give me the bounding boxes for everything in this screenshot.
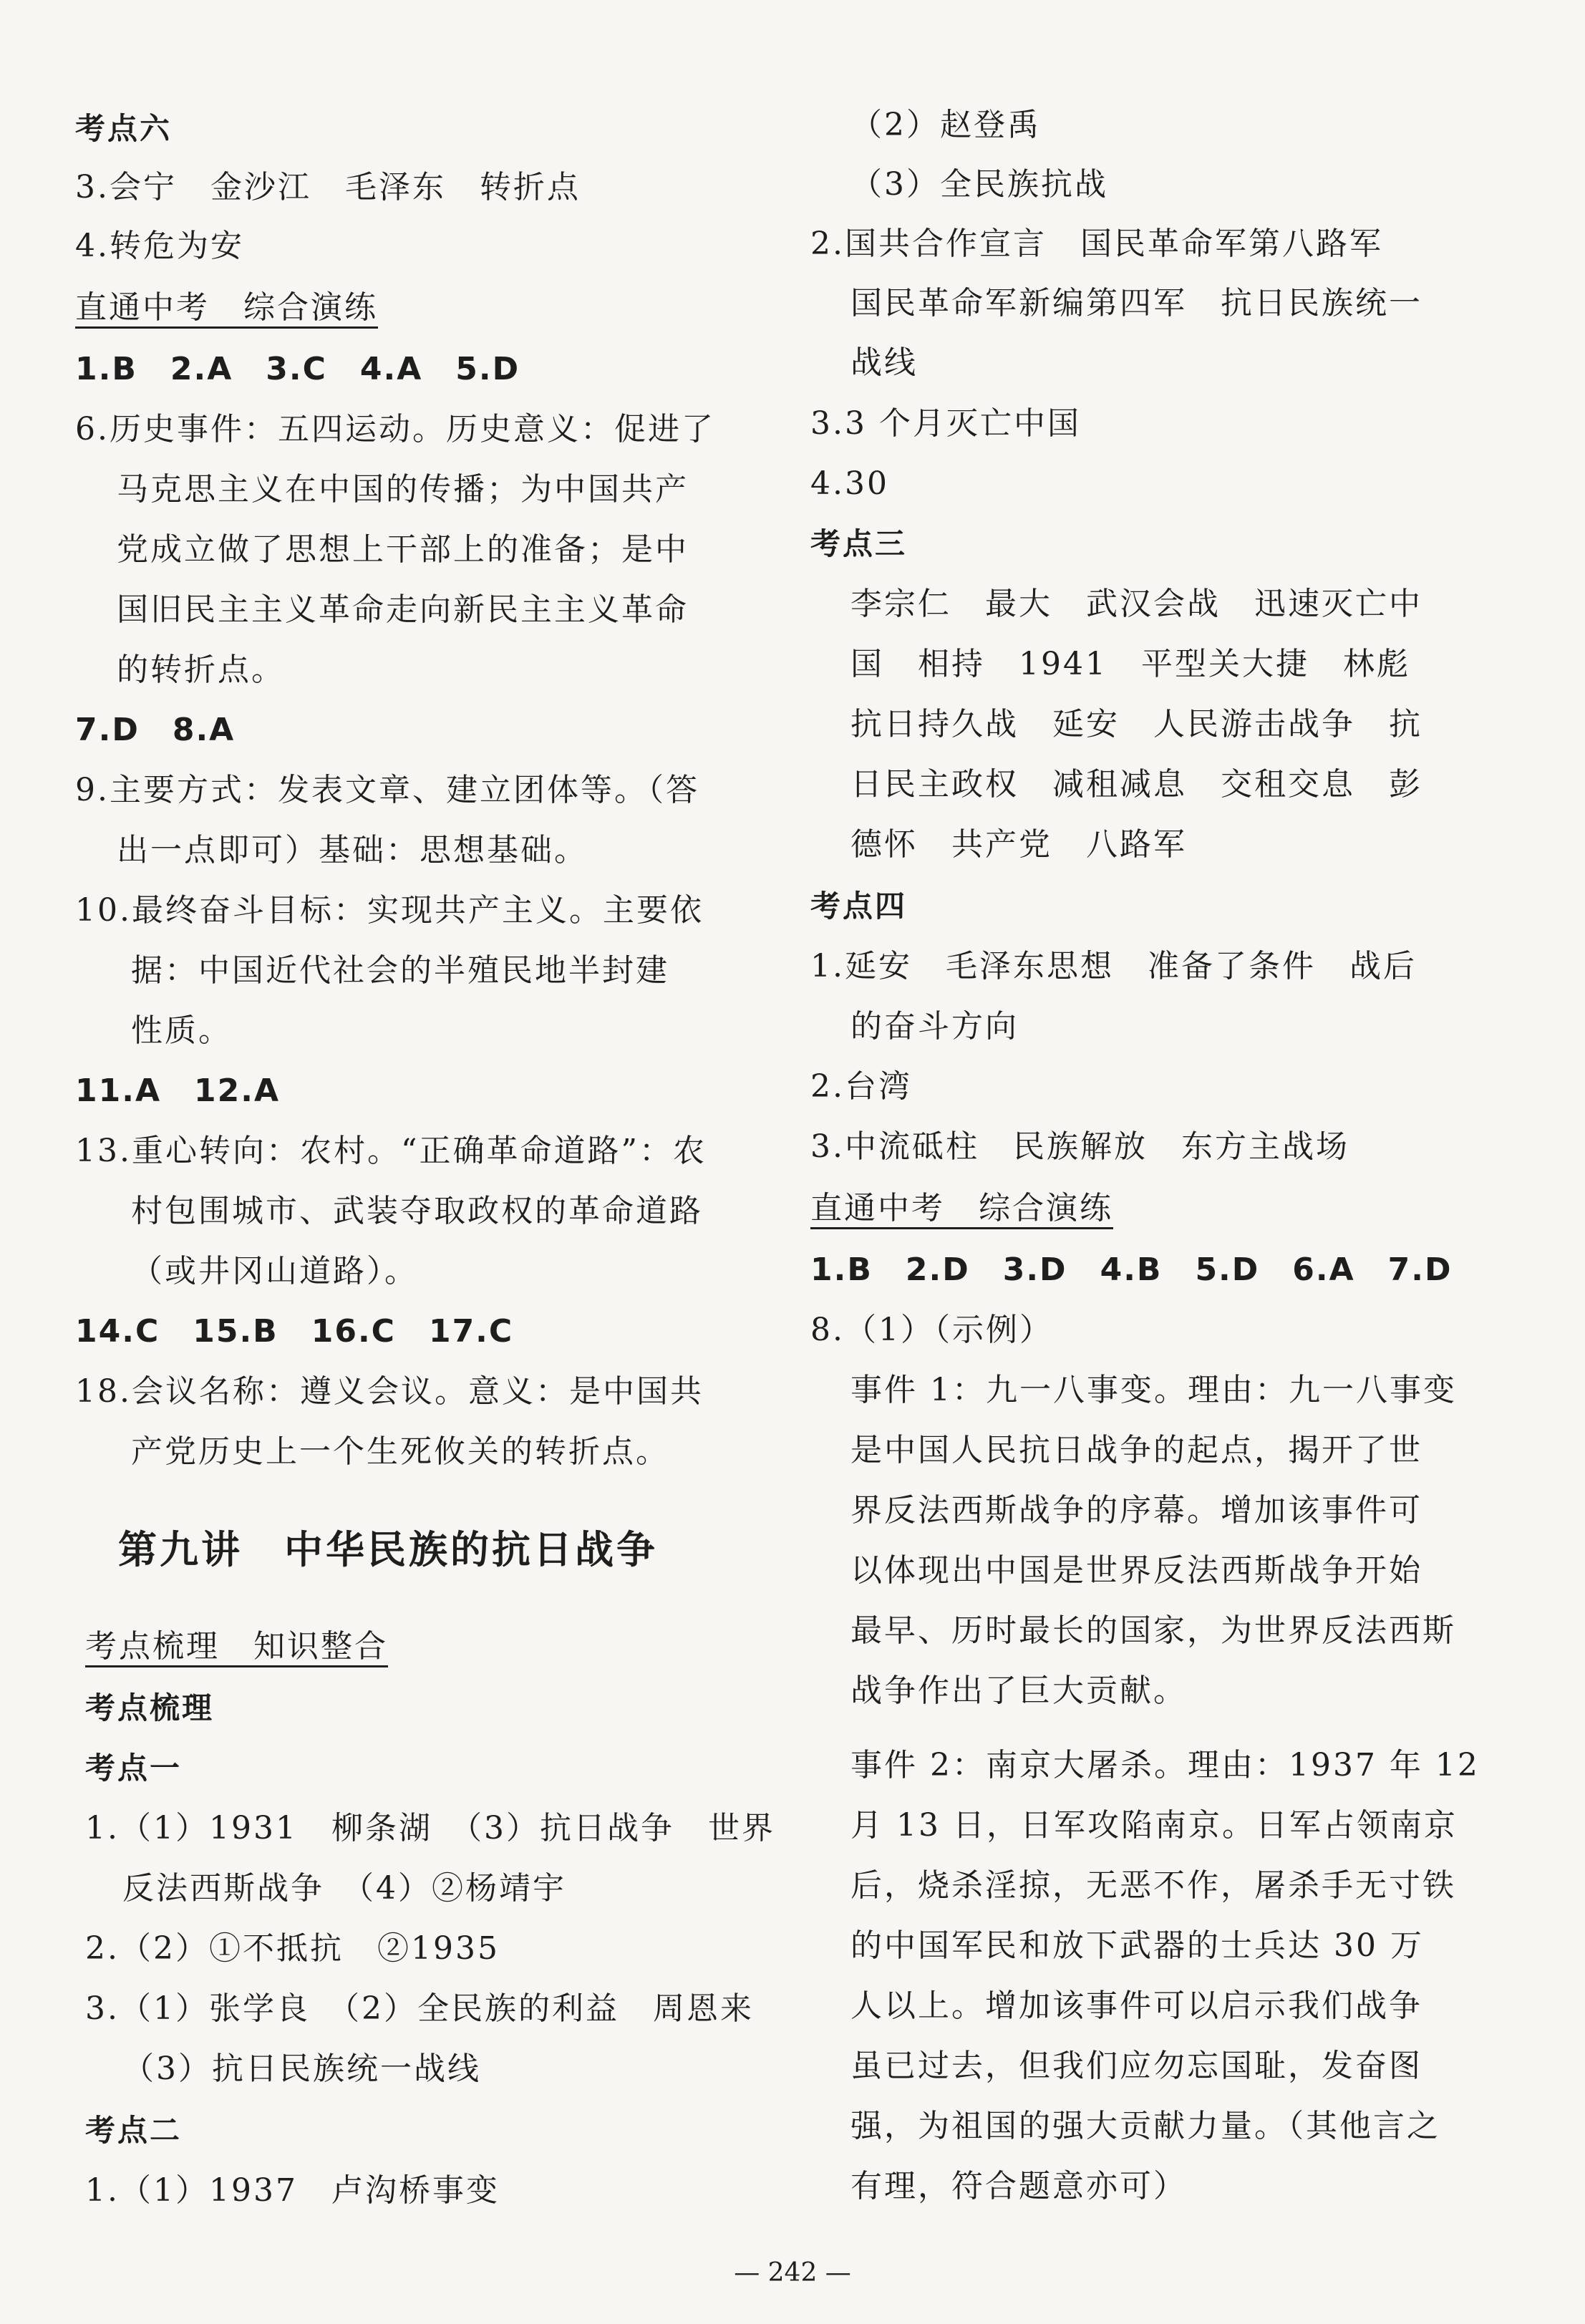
choice-answers: 11.A 12.A [75,1073,280,1109]
answer-line: 党成立做了思想上干部上的准备；是中 [117,531,689,568]
answer-line: 性质。 [131,1012,232,1049]
answer-line: 日民主政权 减租减息 交租交息 彭 [850,766,1422,803]
heading-kaodian-1: 考点一 [85,1751,183,1786]
answer-line: （3）全民族抗战 [850,166,1108,203]
answer-line: 3.（1）张学良 （2）全民族的利益 周恩来 [85,1990,754,2027]
answer-line: 抗日持久战 延安 人民游击战争 抗 [850,706,1422,742]
answer-line: 德怀 共产党 八路军 [850,826,1187,863]
answer-line: 强，为祖国的强大贡献力量。（其他言之 [850,2108,1440,2144]
page-number: — 242 — [734,2258,851,2287]
choice-answers: 1.B 2.A 3.C 4.A 5.D [75,351,520,387]
answer-line: 6.历史事件：五四运动。历史意义：促进了 [75,411,715,447]
answer-line: 是中国人民抗日战争的起点，揭开了世 [850,1432,1422,1468]
heading-kaodian-3: 考点三 [810,526,908,561]
answer-line: 2.台湾 [810,1068,912,1105]
answer-line: 4.30 [810,465,889,502]
choice-answers: 7.D 8.A [75,712,236,748]
answer-line: 出一点即可）基础：思想基础。 [117,832,588,868]
answer-line: 马克思主义在中国的传播；为中国共产 [117,471,689,508]
answer-line: 以体现出中国是世界反法西斯战争开始 [850,1552,1422,1589]
choice-answers: 1.B 2.D 3.D 4.B 5.D 6.A 7.D [810,1251,1453,1288]
answer-line: 据：中国近代社会的半殖民地半封建 [131,952,669,989]
answer-line: 的奋斗方向 [850,1008,1019,1045]
answer-line: （3）抗日民族统一战线 [122,2051,481,2087]
answer-line: 国民革命军新编第四军 抗日民族统一 [850,285,1422,321]
answer-line: 1.（1）1937 卢沟桥事变 [85,2172,500,2209]
answer-line: 8.（1）（示例） [810,1312,1053,1348]
answer-line: 人以上。增加该事件可以启示我们战争 [850,1987,1422,2024]
heading-kaodian-2: 考点二 [85,2113,183,2148]
answer-line: 3.中流砥柱 民族解放 东方主战场 [810,1128,1349,1165]
answer-line: 李宗仁 最大 武汉会战 迅速灭亡中 [850,586,1422,622]
answer-line: 10.最终奋斗目标：实现共产主义。主要依 [75,892,704,929]
answer-line: 战争作出了巨大贡献。 [850,1672,1187,1709]
choice-answers: 14.C 15.B 16.C 17.C [75,1313,514,1350]
section-heading: 考点梳理 知识整合 [85,1628,388,1665]
answer-line: 13.重心转向：农村。“正确革命道路”：农 [75,1133,707,1169]
answer-line: 村包围城市、武装夺取政权的革命道路 [131,1193,703,1229]
section-heading: 直通中考 综合演练 [810,1190,1113,1226]
answer-line: 的中国军民和放下武器的士兵达 30 万 [850,1927,1424,1964]
answer-line: 月 13 日，日军攻陷南京。日军占领南京 [850,1807,1458,1844]
answer-line: 1.（1）1931 柳条湖 （3）抗日战争 世界 [85,1810,775,1846]
answer-line: 2.国共合作宣言 国民革命军第八路军 [810,226,1383,262]
answer-line: 4.转危为安 [75,228,244,264]
answer-line: 事件 2：南京大屠杀。理由：1937 年 12 [850,1747,1480,1783]
heading-kaodian-shuli: 考点梳理 [85,1690,215,1725]
answer-line: 2.（2）①不抵抗 ②1935 [85,1930,500,1967]
answer-line: 界反法西斯战争的序幕。增加该事件可 [850,1492,1422,1529]
answer-line: 最早、历时最长的国家，为世界反法西斯 [850,1612,1456,1649]
answer-line: 事件 1：九一八事变。理由：九一八事变 [850,1372,1457,1408]
answer-line: 有理，符合题意亦可） [850,2168,1187,2204]
answer-line: 产党历史上一个生死攸关的转折点。 [131,1433,669,1470]
answer-line: 18.会议名称：遵义会议。意义：是中国共 [75,1373,704,1410]
section-heading: 直通中考 综合演练 [75,289,378,326]
answer-line: 3.3 个月灭亡中国 [810,405,1081,442]
answer-line: 战线 [850,344,918,381]
answer-line: 国 相持 1941 平型关大捷 林彪 [850,646,1410,682]
answer-line: 3.会宁 金沙江 毛泽东 转折点 [75,169,581,205]
answer-line: 9.主要方式：发表文章、建立团体等。（答 [75,772,699,808]
answer-line: （或井冈山道路）。 [131,1253,418,1289]
heading-kaodian-4: 考点四 [810,889,908,924]
answer-line: 反法西斯战争 （4）②杨靖宇 [122,1870,566,1907]
heading-kaodian-6: 考点六 [75,111,173,146]
answer-line: 后，烧杀淫掠，无恶不作，屠杀手无寸铁 [850,1867,1456,1904]
answer-line: （2）赵登禹 [850,107,1041,143]
answer-line: 虽已过去，但我们应勿忘国耻，发奋图 [850,2048,1422,2084]
answer-line: 国旧民主主义革命走向新民主主义革命 [117,591,689,628]
chapter-title: 第九讲 中华民族的抗日战争 [118,1527,658,1572]
answer-line: 1.延安 毛泽东思想 准备了条件 战后 [810,948,1417,984]
answer-line: 的转折点。 [117,652,285,688]
